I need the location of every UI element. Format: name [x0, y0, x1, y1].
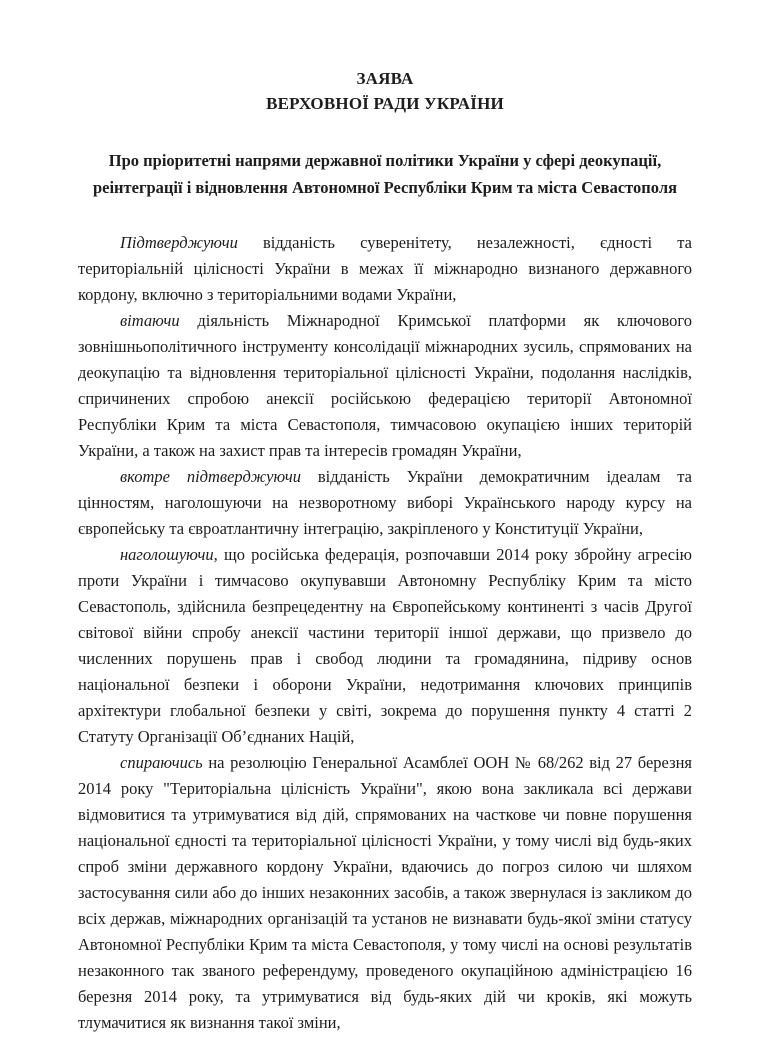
document-title	[78, 66, 692, 116]
paragraph-lead: спираючись	[120, 753, 203, 772]
paragraph	[78, 464, 692, 542]
paragraph-text: на резолюцію Генеральної Асамблеї ООН № 68/262 від 27 березня 2014 року "Територіальна цілісність України", якою вона закликала всі держави відмовитися та утримуватися від дій, спрямованих на часткове чи повне порушення національної єдності та територіальної цілісності України, у тому числі від будь-яких спроб зміни державного кордону України, вдаючись до погроз силою чи шляхом застосування сили або до інших незаконних засобів, а також звернулася із закликом до всіх держав, міжнародних організацій та установ не визнавати будь-якої зміни статусу Автономної Республіки Крим та міста Севастополя, у тому числі на основі результатів незаконного так званого референдуму, проведеного окупаційною адміністрацією 16 березня 2014 року, та утримуватися від будь-яких дій чи кроків, які можуть тлумачитися як визнання такої зміни,	[78, 753, 692, 1032]
paragraph-lead: вітаючи	[120, 311, 180, 330]
document-subtitle: Про пріоритетні напрями державної політики України у сфері деокупації, реінтеграції і відновлення Автономної Республіки Крим та міста Севастополя	[92, 151, 678, 197]
paragraph	[78, 308, 692, 464]
document-title-line1: ЗАЯВА	[356, 69, 414, 88]
document-body	[78, 230, 692, 1036]
paragraph	[78, 542, 692, 750]
paragraph	[78, 230, 692, 308]
paragraph	[78, 750, 692, 1036]
document-title-line2: ВЕРХОВНОЇ РАДИ УКРАЇНИ	[266, 94, 504, 113]
paragraph-text: діяльність Міжнародної Кримської платформи як ключового зовнішньополітичного інструменту консолідації міжнародних зусиль, спрямованих на деокупацію та відновлення територіальної цілісності України, подолання наслідків, спричинених спробою анексії російською федерацією території Автономної Республіки Крим та міста Севастополя, тимчасовою окупацією інших територій України, а також на захист прав та інтересів громадян України,	[78, 311, 692, 460]
paragraph-text: відданість України демократичним ідеалам та цінностям, наголошуючи на незворотному виборі Українського народу курсу на європейську та євроатлантичну інтеграцію, закріпленого у Конституції України,	[78, 467, 692, 538]
paragraph-text: що російська федерація, розпочавши 2014 року збройну агресію проти України і тимчасово окупувавши Автономну Республіку Крим та місто Севастополь, здійснила безпрецедентну на Європейському континенті з часів Другої світової війни спробу анексії частини території іншої держави, що призвело до численних порушень прав і свобод людини та громадянина, підриву основ національної безпеки і оборони України, недотримання ключових принципів архітектури глобальної безпеки у світі, зокрема до порушення пункту 4 статті 2 Статуту Організації Об’єднаних Націй,	[78, 545, 692, 746]
paragraph-lead: вкотре підтверджуючи	[120, 467, 302, 486]
paragraph-lead: Підтверджуючи	[120, 233, 238, 252]
paragraph-text: відданість суверенітету, незалежності, єдності та територіальній цілісності України в межах її міжнародно визнаного державного кордону, включно з територіальними водами України,	[78, 233, 692, 304]
paragraph-lead: наголошуючи,	[120, 545, 218, 564]
